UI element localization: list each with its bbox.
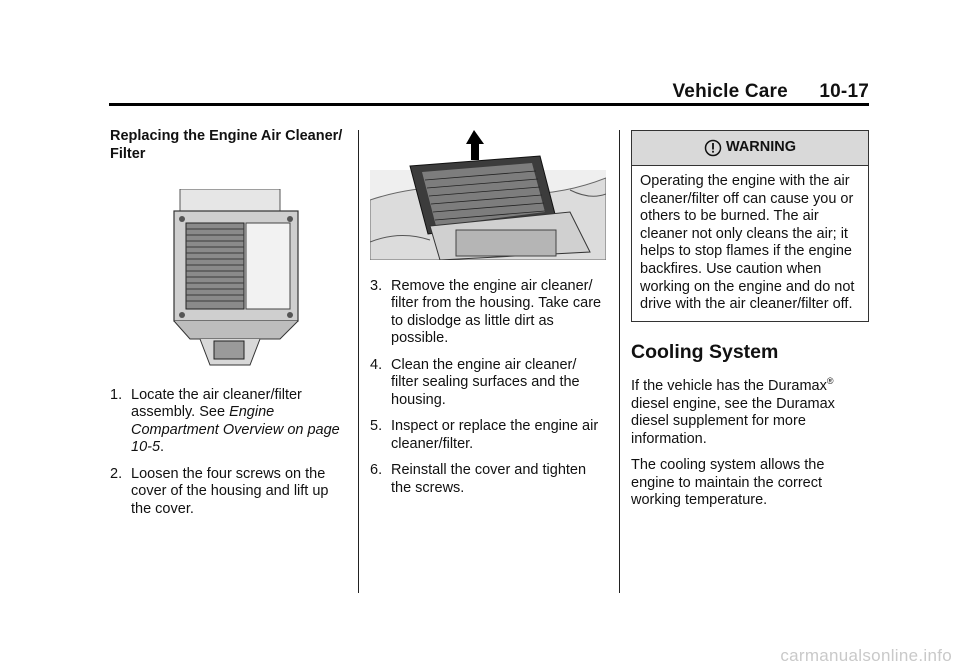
warning-text: Operating the engine with the air cleaner/filter off can cause you or others to be burned. The air cleaner not only cleans the air; it helps to stop flames if the engine backfires. Use caution when working on the engine and do not drive with the air cleaner/filter off. [640,173,855,313]
column-1 [110,128,344,527]
step-number: 2. [110,465,123,482]
list-item [370,418,606,453]
step-text: Loosen the four screws on the cover of the housing and lift up the cover. [131,465,329,517]
step-text: Locate the air cleaner/filter assembly. See [131,386,302,420]
step-number: 1. [110,386,123,403]
cross-reference-link[interactable]: Engine Compartment Overview on page 10-5 [131,404,340,455]
section-name: Vehicle Care [672,81,788,102]
column-3 [631,130,869,519]
step-number: 4. [370,356,383,373]
paragraph-text: If the vehicle has the Duramax [631,378,827,395]
filter-removal-illustration [370,130,606,260]
column-divider-1 [358,130,359,593]
step-number: 6. [370,462,383,478]
paragraph-text: diesel engine, see the Duramax diesel supplement for more information. [631,395,835,447]
step-text: Clean the engine air cleaner/ filter sealing surfaces and the housing. [391,356,580,408]
list-item [370,278,606,348]
warning-title: WARNING [725,139,797,156]
watermark: carmanualsonline.info [780,646,952,665]
registered-mark: ® [826,376,834,387]
list-item [370,357,606,410]
section-title: Cooling System [631,340,779,363]
step-text: Reinstall the cover and tighten the screws. [391,462,587,496]
step-number: 3. [370,277,383,294]
list-item [370,462,606,497]
step-text: Inspect or replace the engine air cleaner/filter. [391,418,599,452]
step-text-end: . [160,439,165,455]
step-number: 5. [370,418,383,434]
column-2 [370,130,606,506]
steps-list-col2 [370,278,606,498]
column-divider-2 [619,130,620,593]
warning-header [632,131,868,166]
paragraph [631,373,869,448]
header-rule [109,103,869,106]
air-cleaner-housing-illustration [170,189,310,367]
warning-box [631,130,869,322]
paragraph: The cooling system allows the engine to maintain the correct working temperature. [631,457,825,509]
steps-list-col1 [110,387,344,519]
warning-icon [704,139,722,157]
page-number: 10-17 [819,81,869,102]
list-item [110,387,344,457]
step-text: Remove the engine air cleaner/ filter from the housing. Take care to dislodge as little dirt as possible. [391,277,602,346]
list-item [110,466,344,519]
subheading: Replacing the Engine Air Cleaner/ Filter [110,128,343,162]
page-header [672,81,869,103]
